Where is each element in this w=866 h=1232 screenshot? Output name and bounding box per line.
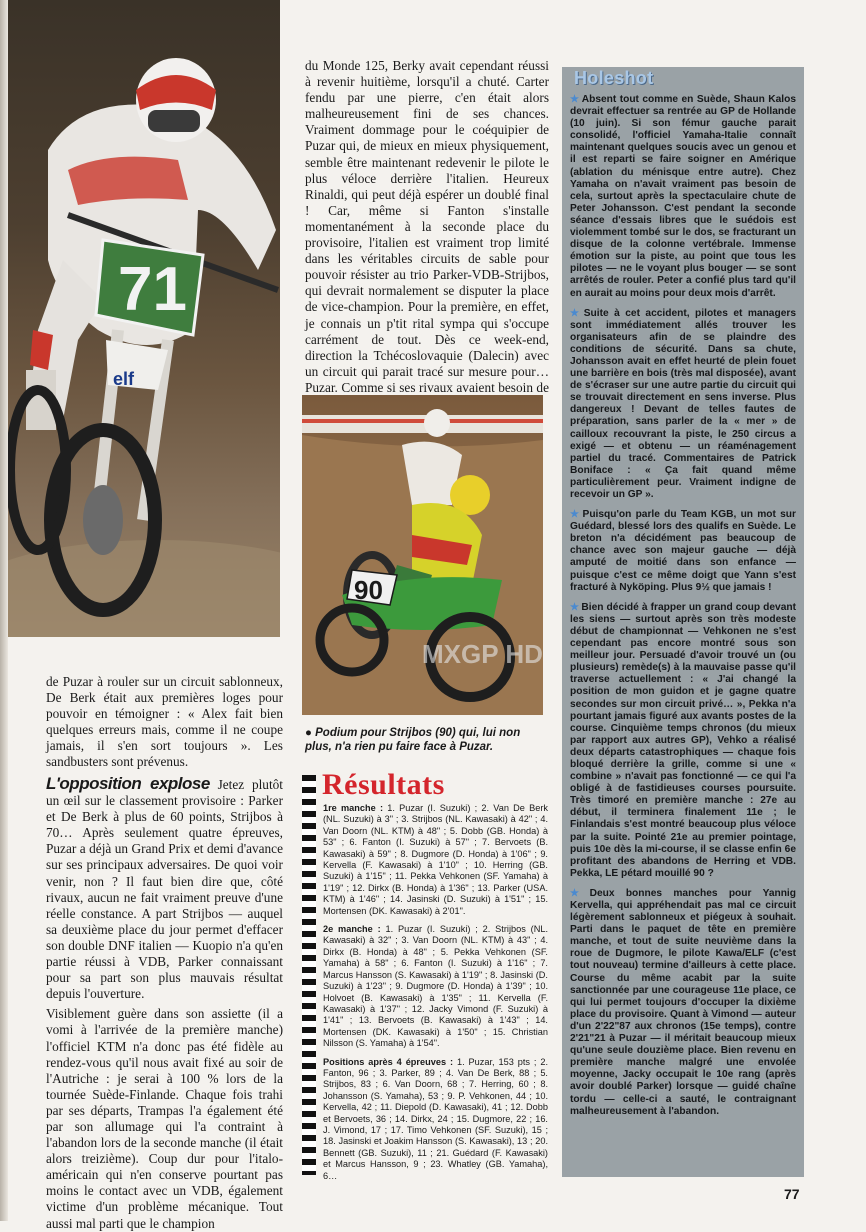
- opposition-title: L'opposition explose: [46, 774, 210, 793]
- results-manche-1: [323, 803, 548, 917]
- bib-number-71: 71: [118, 255, 187, 324]
- star-icon: ★: [570, 307, 582, 319]
- results-title: Résultats: [322, 768, 445, 801]
- page-edge-shadow: [0, 0, 8, 1221]
- photo-rider-71-illustration: [8, 0, 280, 637]
- results-positions-label: Positions après 4 épreuves :: [323, 1056, 454, 1067]
- star-icon: ★: [570, 887, 588, 899]
- results-manche-1-label: 1re manche :: [323, 803, 384, 813]
- opposition-paragraph-1: [46, 776, 283, 1002]
- results-manche-1-text: 1. Puzar (I. Suzuki) ; 2. Van De Berk (NL. Suzuki) à 3" ; 3. Strijbos (NL. Kawasaki) à 42" ; 4. Van Doorn (NL. KTM) à 48" ; 5. Dobb (GB. Honda) à 53" ; 6. Fanton (I. Suzuki) à 57" ; 7. Bervoets (B. Kawasaki) à 59" ; 8. Dugmore (D. Honda) à 1'06" ; 9. Kervella (F. Kawasaki) à 1'10" ; 10. Herring (GB. Suzuki) à 1'15" ; 11. Pekka Vehkonen (SF. Yamaha) à 1'19" ; 12. Dirkx (B. Honda) à 1'36" ; 13. Parker (USA. KTM) à 1'46" ; 14. Jasinski (D. Suzuki) à 1'51" ; 15. Mortensen (DK. Kawasaki) à 2'01".: [323, 803, 549, 916]
- holeshot-paragraph: [570, 602, 796, 880]
- results-manche-2: [323, 924, 548, 1049]
- bib-number-90: 90: [354, 575, 383, 605]
- holeshot-title: Holeshot: [574, 68, 654, 88]
- results-checker-border: [302, 775, 316, 1175]
- holeshot-paragraph: [570, 888, 796, 1118]
- holeshot-paragraph: [570, 509, 796, 594]
- photo-rider-71: [8, 0, 280, 637]
- star-icon: ★: [570, 601, 580, 613]
- opposition-text-1: Jetez plutôt un œil sur le classement provisoire : Parker et De Berk à plus de 60 points, Strijbos à 70… Après seulement quatre épreuves, Puzar a déjà un Grand Prix et demi d'avance sur ses principaux adversaires. De quoi voir venir, non ? Il faut bien dire que, côté rivaux, aucun ne fait vraiment preuve d'une réelle constance. A part Strijbos — auquel sa deuxième place du jour permet d'effacer son double DNF italien — Kuopio n'a qu'en partie réussi à VDB, Parker connaissant pour sa part son plus mauvais résultat depuis l'ouverture.: [46, 777, 283, 1002]
- results-content: [323, 803, 548, 1189]
- holeshot-paragraph-text: Deux bonnes manches pour Yannig Kervella, qui appréhendait pas mal ce circuit légèrement sablonneux et piégeux à souhait. Parti dans le paquet de tête en première manche, et tout de suite neuvième dans la roue de Dugmore, le pilote Kawa/ELF (c'est tout nouveau) termine d'ailleurs à cette place. Course du même acabit par la suite sanctionnée par une courageuse 11e place, ce qui lui permet toujours d'occuper la dixième place du provisoire. Quant à Vimond — auteur d'un 2'22"87 aux chronos (15e temps), contre 2'21"21 à Puzar — il méritait beaucoup mieux qu'une seule douzième place. Bien revenu en première manche malgré une envolée moyenne, Jacky occupait le 10e rang (après avoir doublé Parker) lorsque — guidé chaîne tordu — celle-ci a sauté, le contraignant malheureusement à l'abandon.: [570, 887, 796, 1117]
- article-column-mid-top: [305, 58, 549, 412]
- holeshot-content: [570, 94, 796, 1126]
- holeshot-paragraph-text: Puisqu'on parle du Team KGB, un mot sur Guédard, blessé lors des qualifs en Suède. Le breton n'a décidément pas beaucoup de chance avec son majeur gauche — déjà amputé de moitié dans son enfance — puisque c'est ce même doigt que Yann s'est fracturé à Nyköping. Plus 9½ que jamais !: [570, 509, 796, 593]
- article-paragraph: de Puzar à rouler sur un circuit sablonneux, De Berk était aux premières loges pour pouvoir en témoigner : « Alex fait bien quelques erreurs mais, comme il ne coupe jamais, il s'en sort toujours ». Les sandbusters sont prévenus.: [46, 674, 283, 770]
- article-column-opposition: [46, 776, 283, 1232]
- opposition-paragraph-2: Visiblement guère dans son assiette (il a vomi à l'arrivée de la première manche) l'officiel KTM n'a donc pas été fidèle au rendez-vous qu'il nous avait fixé au soir de l'Autriche : je serai à 100 % lors de la tournée Suède-Finlande. Chaque fois trahi par ses départs, Trampas l'a également été par son allumage qui l'a contraint à l'abandon lors de la seconde manche (il était alors treizième). Coup dur pour l'italo-américain qui n'en conserve pourtant pas moins le contact avec un VDB, également victime d'un problème mécanique. Tout aussi mal parti que le champion: [46, 1006, 283, 1231]
- photo-caption: ● Podium pour Strijbos (90) qui, lui non plus, n'a rien pu faire face à Puzar.: [305, 727, 521, 753]
- holeshot-paragraph-text: Suite à cet accident, pilotes et managers sont immédiatement allés trouver les organisateurs afin de se plaindre des conditions de sécurité. Dans sa chute, Johansson avait en effet heurté de plein fouet une barrière en bois (très mal disposée), avant de s'écraser sur une autre partie du circuit qui se trouvait directement en sens inverse. Plus dangereux ! Devant de telles fautes de préparation, sans parler de la « mer » de cailloux recouvrant la piste, le 250 circus a exigé — et obtenu — un réaménagement partiel du tracé. Commentaires de Patrick Boniface : « Ça fait quand même particulièrement peur. Vraiment indigne de recevoir un GP ».: [570, 307, 796, 500]
- elf-logo: elf: [113, 369, 135, 389]
- results-positions-text: 1. Puzar, 153 pts ; 2. Fanton, 96 ; 3. Parker, 89 ; 4. Van De Berk, 88 ; 5. Strijbos, 83 ; 6. Van Doorn, 68 ; 7. Herring, 60 ; 8. Johansson (S. Yamaha), 53 ; 9. P. Vehkonen, 44 ; 10. Kervella, 42 ; 11. Diepold (D. Kawasaki), 41 ; 12. Dobb et Bervoets, 36 ; 14. Dirkx, 24 ; 15. Dugmore, 22 ; 16. J. Vimond, 17 ; 17. Timo Vehkonen (SF. Suzuki), 15 ; 18. Jasinski et Joakim Hansson (S. Kawasaki), 13 ; 20. Bennett (GB. Suzuki), 11 ; 21. Guédard (F. Kawasaki) et Marcus Hansson, 9 ; 23. Whatley (GB. Yamaha), 6…: [323, 1056, 549, 1181]
- results-manche-2-text: 1. Puzar (I. Suzuki) ; 2. Strijbos (NL. Kawasaki) à 32" ; 3. Van Doorn (NL. KTM) à 43" ; 4. Dirkx (B. Honda) à 48" ; 5. Pekka Vehkonen (SF. Yamaha) à 58" ; 6. Fanton (I. Suzuki) à 1'16" ; 7. Marcus Hansson (S. Kawasaki) à 1'19" ; 8. Jasinski (D. Suzuki) à 1'23" ; 9. Dugmore (D. Honda) à 1'39" ; 10. Holvoet (B. Kawasaki) à 1'35" ; 11. Kervella (F. Kawasaki) à 1'37" ; 12. Jacky Vimond (F. Suzuki) à 1'41" ; 13. Bervoets (B. Kawasaki) à 1'43" ; 14. Mortensen (DK. Kawasaki) à 1'50" ; 15. Christian Nilsson (S. Yamaha) à 1'54".: [323, 924, 549, 1049]
- holeshot-paragraph: [570, 94, 796, 300]
- results-manche-2-label: 2e manche :: [323, 924, 381, 935]
- results-positions: [323, 1057, 548, 1182]
- watermark: MXGP HD: [422, 639, 543, 669]
- holeshot-paragraph: [570, 308, 796, 502]
- holeshot-paragraph-text: Bien décidé à frapper un grand coup devant les siens — surtout après son très modeste début de championnat — Vehkonen ne s'est cependant pas encore montré sous son meilleur jour. Persuadé d'avoir trouvé un (ou plusieurs) remède(s) à la mauvaise passe qu'il traverse actuellement : « J'ai changé la position de mon guidon et je gagne quatre secondes sur mon circuit privé… », Pekka n'a pourtant jamais figuré aux avants postes de la course. Cinquième temps chronos (du mieux par rapport aux autres GP), Vehko a réalisé deux départs catastrophiques — chaque fois bloqué derrière la grille, comme si une « combine » n'avait pas fonctionné — ce qui l'a obligé à de fastidieuses courses poursuite. Très timoré en première manche : 27e au début, il terminera finalement 11e ; le Finlandais s'est montré beaucoup plus véloce par la suite. Pointé 21e au premier pointage, puis 10e dès la mi-course, il se classe enfin 6e profitant des abandons de Herring et VDB. Pekka, LE pétard mouillé 90 ?: [570, 601, 796, 879]
- article-paragraph: du Monde 125, Berky avait cependant réussi à revenir huitième, lorsqu'il a chuté. Carter fendu par une pierre, c'en était alors malheureusement fini de ses chances. Vraiment dommage pour le coéquipier de Puzar qui, de mieux en mieux physiquement, semble être maintenant redevenir le pilote le plus véloce derrière l'italien. Heureux Rinaldi, qui peut déjà espérer un doublé final ! Car, même si Fanton s'installe momentanément à la seconde place du provisoire, l'italien est vraiment trop limité dans les véritables circuits de sable pour pouvoir résister au trio Parker-VDB-Strijbos, qui devrait normalement se disputer la place de vice-champion. Pour la première, en effet, je connais un p'tit rital sympa qui s'occupe carrément de tout. Dès ce week-end, direction la Tchécoslovaquie (Dalecin) avec un circuit qui parait tracé sur mesure pour… Puzar. Comme si ses rivaux avaient besoin de: [305, 58, 549, 395]
- star-icon: ★: [570, 509, 581, 521]
- holeshot-paragraph-text: Absent tout comme en Suède, Shaun Kalos devrait effectuer sa rentrée au GP de Hollande (10 juin). Si son fémur gauche parait consolidé, l'officiel Yamaha-Italie connaît maintenant quelques soucis avec un genou et il est reparti se faire soigner en Amérique (ablation du ménisque entre autre). Chez Yamaha on n'avait vraiment pas besoin de cela, surtout après la spectaculaire chute de Peter Johansson. C'est pendant la seconde séance d'essais libres que le suédois est violemment tombé sur le dos, se fracturant un disque de la colonne vertébrale. Immense émotion sur la piste, au point que tous les pilotes — ne le voyant plus bouger — se sont arrêtés de rouler. Peter a confié plus tard qu'il en aurait au moins pour deux mois d'arrêt.: [570, 94, 796, 299]
- page-number: 77: [784, 1186, 800, 1202]
- photo-strijbos-90: [302, 395, 543, 715]
- article-column-left-bottom: [46, 674, 283, 771]
- star-icon: ★: [570, 94, 580, 105]
- photo-strijbos-90-illustration: [302, 395, 543, 715]
